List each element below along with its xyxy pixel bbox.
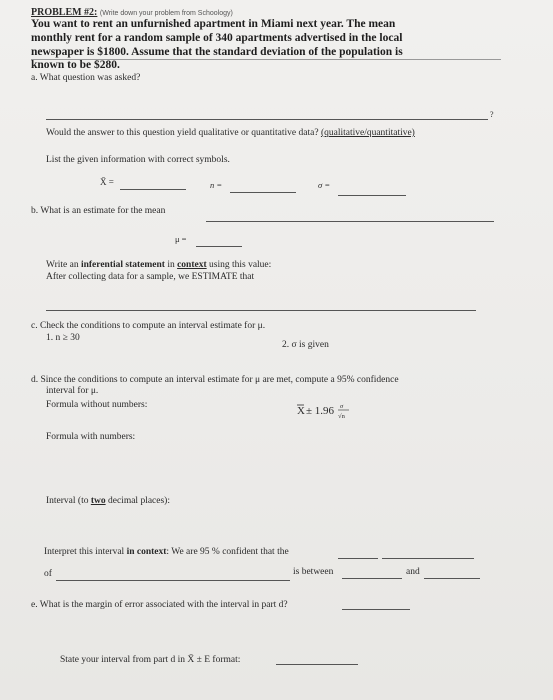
mu-symbol: μ = (175, 234, 187, 244)
problem-underline (31, 59, 501, 60)
part-e-prompt: e. What is the margin of error associated with the interval in part d? (31, 600, 288, 610)
part-a-answer-line[interactable] (46, 119, 488, 120)
state-interval-blank[interactable] (276, 664, 358, 665)
inferential-statement-line-1 (46, 260, 271, 270)
sigma-symbol: σ = (318, 180, 331, 190)
part-d-prompt-line-1: d. Since the conditions to compute an interval estimate for μ are met, compute a 95% confidence (31, 375, 399, 385)
n-symbol: n = (210, 180, 223, 190)
between-blank-1[interactable] (342, 578, 402, 579)
statement-mid: in (164, 260, 178, 270)
formula-xbar: X (297, 405, 305, 417)
interpret-line-1 (44, 547, 289, 557)
problem-line-4: known to be $280. (31, 59, 120, 71)
condition-1: 1. n ≥ 30 (46, 333, 80, 343)
state-interval-prompt: State your interval from part d in X̄ ± E format: (60, 655, 241, 665)
interpret-blank-1[interactable] (338, 558, 378, 559)
interpret-bold: in context (126, 547, 167, 557)
formula-plus-minus: ± 1.96 (306, 405, 335, 417)
formula-sqrt-n: √n (338, 413, 345, 420)
data-type-options: (qualitative/quantitative) (320, 128, 415, 138)
ci-formula (297, 400, 357, 422)
part-b-answer-line[interactable] (206, 221, 494, 222)
n-blank[interactable] (230, 192, 296, 193)
mu-blank[interactable] (196, 246, 242, 247)
of-blank[interactable] (56, 580, 290, 581)
formula-sigma: σ (340, 403, 344, 410)
xbar-blank[interactable] (120, 189, 186, 190)
between-blank-2[interactable] (424, 578, 480, 579)
problem-instruction: (Write down your problem from Schoology) (99, 10, 233, 17)
between-label: is between (293, 567, 334, 577)
part-b-prompt: b. What is an estimate for the mean (31, 206, 166, 216)
condition-2: 2. σ is given (282, 340, 329, 350)
part-d-prompt-line-2: interval for μ. (46, 386, 99, 396)
problem-line-2: monthly rent for a random sample of 340 apartments advertised in the local (31, 32, 403, 44)
part-c-prompt: c. Check the conditions to compute an interval estimate for μ. (31, 321, 266, 331)
and-label: and (406, 567, 420, 577)
statement-post: using this value: (206, 260, 272, 270)
data-type-question (46, 128, 415, 138)
xbar-symbol: X̄ = (100, 177, 114, 187)
statement-pre: Write an (46, 260, 81, 270)
of-label: of (44, 569, 52, 579)
part-a-prompt: a. What question was asked? (31, 73, 141, 83)
interpret-post: : We are 95 % confident that the (166, 547, 289, 557)
formula-without-numbers-label: Formula without numbers: (46, 400, 148, 410)
interval-label (46, 496, 170, 506)
problem-heading (31, 7, 233, 18)
sigma-blank[interactable] (338, 195, 406, 196)
inferential-statement-line-2: After collecting data for a sample, we ESTIMATE that (46, 272, 255, 282)
margin-of-error-blank[interactable] (342, 609, 410, 610)
statement-bold-1: inferential statement (80, 260, 165, 270)
statement-bold-2: context (177, 260, 207, 270)
data-type-question-text: Would the answer to this question yield qualitative or quantitative data? (46, 128, 319, 138)
question-mark: ? (490, 110, 494, 119)
interpret-blank-2[interactable] (382, 558, 474, 559)
interval-post: decimal places): (105, 496, 170, 506)
interval-pre: Interval (to (46, 496, 91, 506)
problem-line-3: newspaper is $1800. Assume that the standard deviation of the population is (31, 46, 403, 58)
interpret-pre: Interpret this interval (44, 547, 127, 557)
formula-with-numbers-label: Formula with numbers: (46, 432, 136, 442)
list-info-prompt: List the given information with correct symbols. (46, 155, 230, 165)
problem-line-1: You want to rent an unfurnished apartment in Miami next year. The mean (31, 18, 396, 30)
problem-label: PROBLEM #2: (31, 7, 98, 18)
inferential-answer-line[interactable] (46, 310, 476, 311)
interval-two: two (90, 496, 106, 506)
